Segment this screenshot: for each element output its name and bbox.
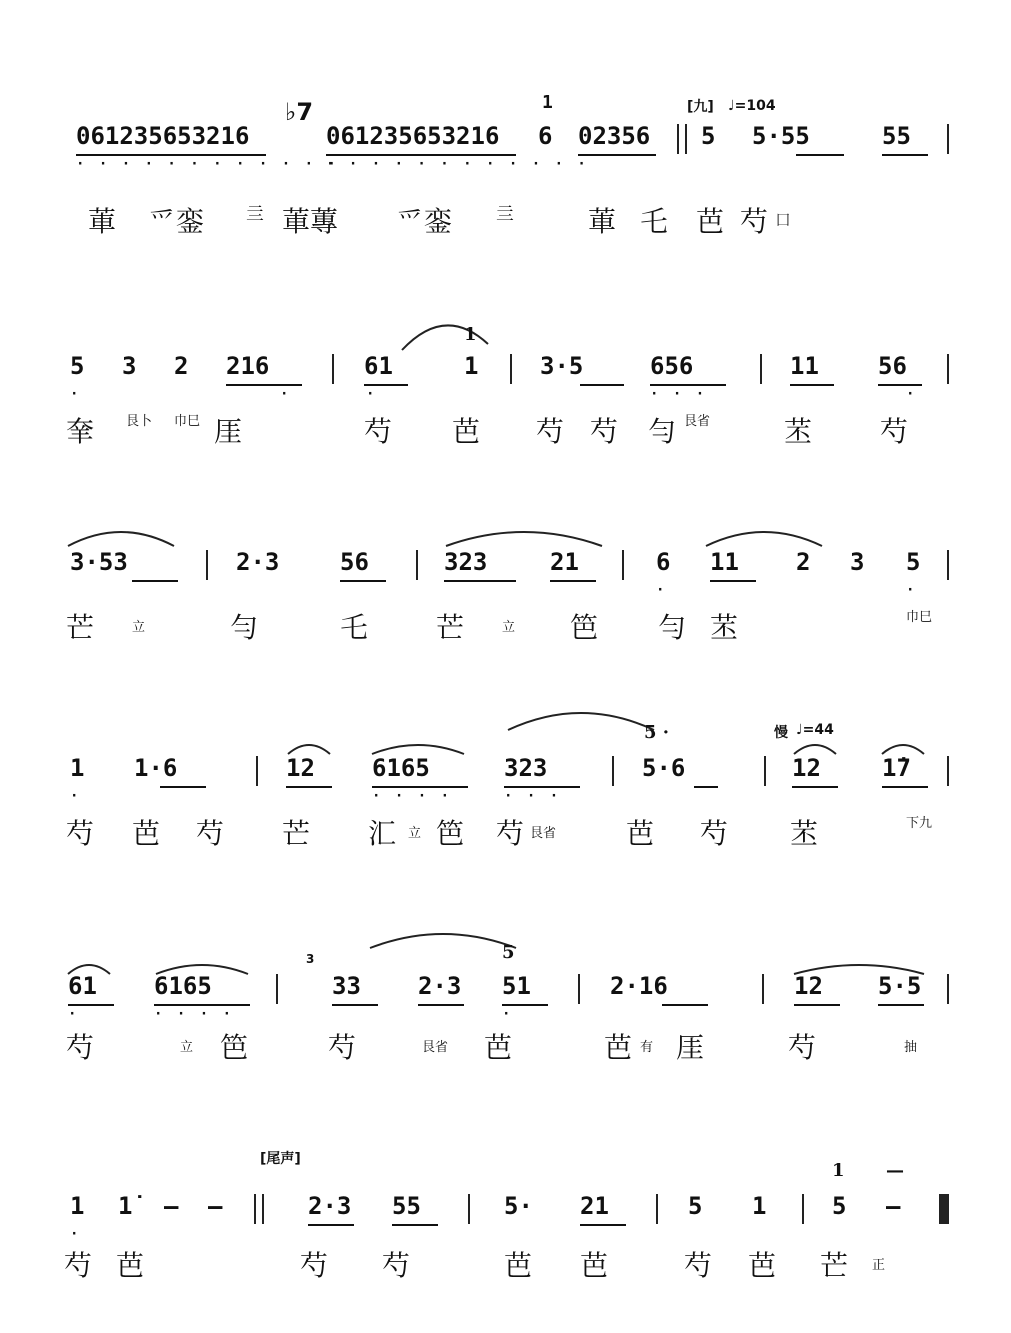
- jianpu-note: 3·53: [70, 548, 128, 576]
- low-octave-dots: ·: [502, 1006, 514, 1022]
- jianpu-note: 6165: [372, 754, 430, 782]
- tab-char: 立: [502, 620, 516, 635]
- tab-char: 立: [132, 620, 146, 635]
- jianpu-note: 12: [794, 972, 823, 1000]
- jianpu-note: 323: [444, 548, 488, 576]
- tablature-line-4: [60, 812, 955, 872]
- jianpu-note: 21: [550, 548, 579, 576]
- jianpu-line-3: [60, 548, 955, 598]
- tab-char: 芭: [748, 1249, 777, 1282]
- jianpu-note: 2·16: [610, 972, 668, 1000]
- tab-char: 笆: [436, 817, 465, 850]
- tab-char: 芍: [64, 1249, 93, 1282]
- jianpu-note: 2·3: [308, 1192, 352, 1220]
- jianpu-note: 02356: [578, 122, 651, 150]
- barline: [276, 974, 278, 1004]
- beam: [792, 786, 838, 788]
- jianpu-line-4: [60, 754, 955, 804]
- beam: [392, 1224, 438, 1226]
- barline: [760, 354, 762, 384]
- jianpu-note: 55: [882, 122, 911, 150]
- tab-char: 正: [872, 1258, 886, 1273]
- tab-char: 芒: [820, 1249, 849, 1282]
- final-barline: [939, 1194, 949, 1224]
- tab-char: 羍: [66, 415, 95, 448]
- octave-note-one: 1: [464, 324, 477, 345]
- low-octave-dots: · · · ·: [154, 1006, 235, 1022]
- tab-char: 芒: [66, 611, 95, 644]
- beam: [160, 786, 206, 788]
- barline: [947, 354, 949, 384]
- tab-char: 莗: [88, 205, 117, 238]
- tablature-line-5: [60, 1026, 955, 1086]
- beam: [796, 154, 844, 156]
- double-barline: [677, 124, 687, 154]
- tab-char: 苤: [710, 611, 739, 644]
- low-octave-dots: ·: [70, 788, 82, 804]
- tab-char: 芍: [536, 415, 565, 448]
- barline: [947, 124, 949, 154]
- barline: [656, 1194, 658, 1224]
- tab-char: 有: [640, 1040, 654, 1055]
- jianpu-note: 5·6: [642, 754, 686, 782]
- beam: [882, 786, 928, 788]
- tab-char: 芍: [328, 1031, 357, 1064]
- beam: [694, 786, 718, 788]
- tab-char: 厓: [214, 415, 243, 448]
- jianpu-note: 61: [68, 972, 97, 1000]
- jianpu-note: 2: [174, 352, 189, 380]
- tab-char: 芍: [880, 415, 909, 448]
- tab-char: 苤: [784, 415, 813, 448]
- jianpu-note: 5: [688, 1192, 703, 1220]
- tab-char: 芭: [626, 817, 655, 850]
- barline: [468, 1194, 470, 1224]
- jianpu-note: 6: [538, 122, 553, 150]
- dash: —: [886, 1160, 904, 1181]
- low-octave-dots: ·: [906, 386, 918, 402]
- beam: [340, 580, 386, 582]
- beam: [332, 1004, 378, 1006]
- jianpu-note: 1·6: [134, 754, 178, 782]
- coda-label: [尾声]: [260, 1151, 301, 1167]
- beam: [580, 1224, 626, 1226]
- tab-char: 芭: [580, 1249, 609, 1282]
- barline: [764, 756, 766, 786]
- tab-char: 芍: [496, 817, 525, 850]
- tab-char: 囗: [776, 213, 790, 229]
- jianpu-note: 12: [286, 754, 315, 782]
- tab-char: 巾巳: [174, 414, 201, 429]
- barline: [622, 550, 624, 580]
- jianpu-note: 5·5: [878, 972, 922, 1000]
- jianpu-note: —: [886, 1192, 901, 1220]
- tab-char: 芭: [116, 1249, 145, 1282]
- tab-char: 芍: [196, 817, 225, 850]
- jianpu-note: —: [164, 1192, 179, 1220]
- jianpu-note: 5: [906, 548, 921, 576]
- octave-note-five: 5: [502, 942, 515, 963]
- tab-char: 立: [408, 826, 422, 841]
- barline: [947, 550, 949, 580]
- jianpu-note: 61: [364, 352, 393, 380]
- jianpu-note: 5: [832, 1192, 847, 1220]
- jianpu-note: 6165: [154, 972, 212, 1000]
- tab-char: 抽: [904, 1040, 918, 1055]
- beam: [308, 1224, 354, 1226]
- slur: [506, 706, 656, 732]
- low-octave-dots: · · ·: [504, 788, 562, 804]
- tab-char: 芍: [590, 415, 619, 448]
- barline: [947, 756, 949, 786]
- jianpu-note: 6: [656, 548, 671, 576]
- tab-char: 爫銮: [148, 205, 205, 238]
- jianpu-note: 1̇: [118, 1192, 133, 1220]
- barline: [947, 974, 949, 1004]
- jianpu-note: 2·3: [418, 972, 462, 1000]
- barline: [762, 974, 764, 1004]
- jianpu-note: 1: [752, 1192, 767, 1220]
- octave-dot: 1: [542, 92, 553, 113]
- tab-char: 芍: [300, 1249, 329, 1282]
- low-octave-dots: ·: [68, 1006, 80, 1022]
- jianpu-note: 1: [70, 1192, 85, 1220]
- tab-char: 爫銮: [396, 205, 453, 238]
- tab-char: 芒: [436, 611, 465, 644]
- jianpu-note: 5·: [504, 1192, 533, 1220]
- jianpu-note: 216: [226, 352, 270, 380]
- tab-char: 巾巳: [906, 610, 933, 625]
- tab-char: 勻: [648, 415, 677, 448]
- beam: [132, 580, 178, 582]
- jianpu-note: 1: [464, 352, 479, 380]
- jianpu-note: 656: [650, 352, 694, 380]
- low-octave-dots: · · ·: [650, 386, 708, 402]
- tab-char: 艮省: [684, 414, 711, 429]
- jianpu-note: 11: [710, 548, 739, 576]
- tab-char: 亖: [496, 204, 514, 225]
- grace-note-three: 3: [306, 952, 315, 966]
- jianpu-note: 1: [70, 754, 85, 782]
- jianpu-note: 3: [850, 548, 865, 576]
- tab-char: 芍: [66, 1031, 95, 1064]
- jianpu-note: 5: [70, 352, 85, 380]
- tab-char: 乇: [340, 611, 369, 644]
- low-octave-dots: ·: [70, 1226, 82, 1242]
- low-octave-dots: ·: [656, 582, 668, 598]
- tab-char: 芒: [282, 817, 311, 850]
- jianpu-note: 55: [392, 1192, 421, 1220]
- jianpu-note: 12: [792, 754, 821, 782]
- barline: [578, 974, 580, 1004]
- beam: [882, 154, 928, 156]
- beam: [418, 1004, 464, 1006]
- tab-char: 莗: [588, 205, 617, 238]
- low-octave-dots: ·: [366, 386, 378, 402]
- jianpu-note: 5: [701, 122, 716, 150]
- tab-char: 亖: [246, 204, 264, 225]
- beam: [662, 1004, 708, 1006]
- tab-char: 芍: [382, 1249, 411, 1282]
- barline: [802, 1194, 804, 1224]
- beam: [710, 580, 756, 582]
- tab-char: 芭: [132, 817, 161, 850]
- jianpu-note: 3: [122, 352, 137, 380]
- octave-note-one: 1: [832, 1160, 845, 1181]
- tab-char: 芭: [452, 415, 481, 448]
- tablature-line-2: [60, 410, 955, 470]
- slur: [444, 526, 604, 548]
- tab-char: 汇: [368, 817, 397, 850]
- barline: [612, 756, 614, 786]
- low-octave-dots: ·: [70, 386, 82, 402]
- jianpu-note: 21: [580, 1192, 609, 1220]
- section-nine-label: [九]: [687, 99, 714, 115]
- jianpu-note: 061235653216: [326, 122, 500, 150]
- low-octave-dots: · · · · · · · · · · · ·: [76, 156, 339, 172]
- double-barline: [254, 1194, 264, 1224]
- tab-char: 厓: [676, 1031, 705, 1064]
- low-octave-dots: ·: [280, 386, 292, 402]
- low-octave-dots: · · · ·: [372, 788, 453, 804]
- tab-char: 勻: [658, 611, 687, 644]
- jianpu-line-6: [60, 1192, 955, 1242]
- jianpu-note: 33: [332, 972, 361, 1000]
- jianpu-note: 061235653216: [76, 122, 250, 150]
- tempo-slow: ♩=44: [796, 722, 834, 738]
- barline: [416, 550, 418, 580]
- tab-char: 立: [180, 1040, 194, 1055]
- octave-note-five: 5 ·: [644, 722, 670, 743]
- tab-char: 下九: [906, 816, 933, 831]
- tab-char: 芍: [700, 817, 729, 850]
- low-octave-dots: ·: [906, 582, 918, 598]
- barline: [332, 354, 334, 384]
- tab-char: 莗蓴: [282, 205, 339, 238]
- slur: [368, 928, 518, 950]
- beam: [790, 384, 834, 386]
- low-octave-dots: · · · · · · · · · · · ·: [326, 156, 589, 172]
- tempo-slow-word: 慢: [774, 725, 788, 741]
- tab-char: 笆: [570, 611, 599, 644]
- tab-char: 勻: [230, 611, 259, 644]
- tab-char: 乇: [640, 205, 669, 238]
- jianpu-note: 2: [796, 548, 811, 576]
- barline: [256, 756, 258, 786]
- jianpu-note: 5·55: [752, 122, 810, 150]
- jianpu-note: 56: [340, 548, 369, 576]
- tab-char: 艮省: [530, 826, 557, 841]
- jianpu-line-2: [60, 352, 955, 402]
- beam: [550, 580, 596, 582]
- jianpu-note: 323: [504, 754, 548, 782]
- tab-char: 芭: [604, 1031, 633, 1064]
- tab-char: 芭: [484, 1031, 513, 1064]
- beam: [578, 154, 656, 156]
- slur: [704, 526, 824, 548]
- tablature-line-3: [60, 606, 955, 666]
- barline: [206, 550, 208, 580]
- tab-char: 芍: [740, 205, 769, 238]
- jianpu-note: —: [208, 1192, 223, 1220]
- jianpu-note: 11: [790, 352, 819, 380]
- tablature-line-1: [60, 200, 955, 260]
- jianpu-line-5: [60, 972, 955, 1022]
- tab-char: 艮省: [422, 1040, 449, 1055]
- beam: [580, 384, 624, 386]
- slur: [66, 526, 176, 548]
- tab-char: 苤: [790, 817, 819, 850]
- jianpu-note: 3·5: [540, 352, 584, 380]
- tab-char: 笆: [220, 1031, 249, 1064]
- barline: [510, 354, 512, 384]
- jianpu-note: 1̇7: [882, 754, 911, 782]
- tab-char: 芍: [788, 1031, 817, 1064]
- jianpu-note: 56: [878, 352, 907, 380]
- jianpu-note: 2·3: [236, 548, 280, 576]
- jianpu-note: 51: [502, 972, 531, 1000]
- tempo-fast: ♩=104: [728, 98, 776, 114]
- beam: [444, 580, 516, 582]
- beam: [878, 1004, 924, 1006]
- flat-seven-mark: ♭7: [285, 98, 314, 126]
- tab-char: 艮卜: [126, 414, 153, 429]
- tab-char: 芭: [696, 205, 725, 238]
- tablature-line-6: [60, 1244, 955, 1304]
- tab-char: 芭: [504, 1249, 533, 1282]
- tab-char: 芍: [66, 817, 95, 850]
- beam: [286, 786, 332, 788]
- beam: [794, 1004, 840, 1006]
- tab-char: 芍: [684, 1249, 713, 1282]
- tab-char: 芍: [364, 415, 393, 448]
